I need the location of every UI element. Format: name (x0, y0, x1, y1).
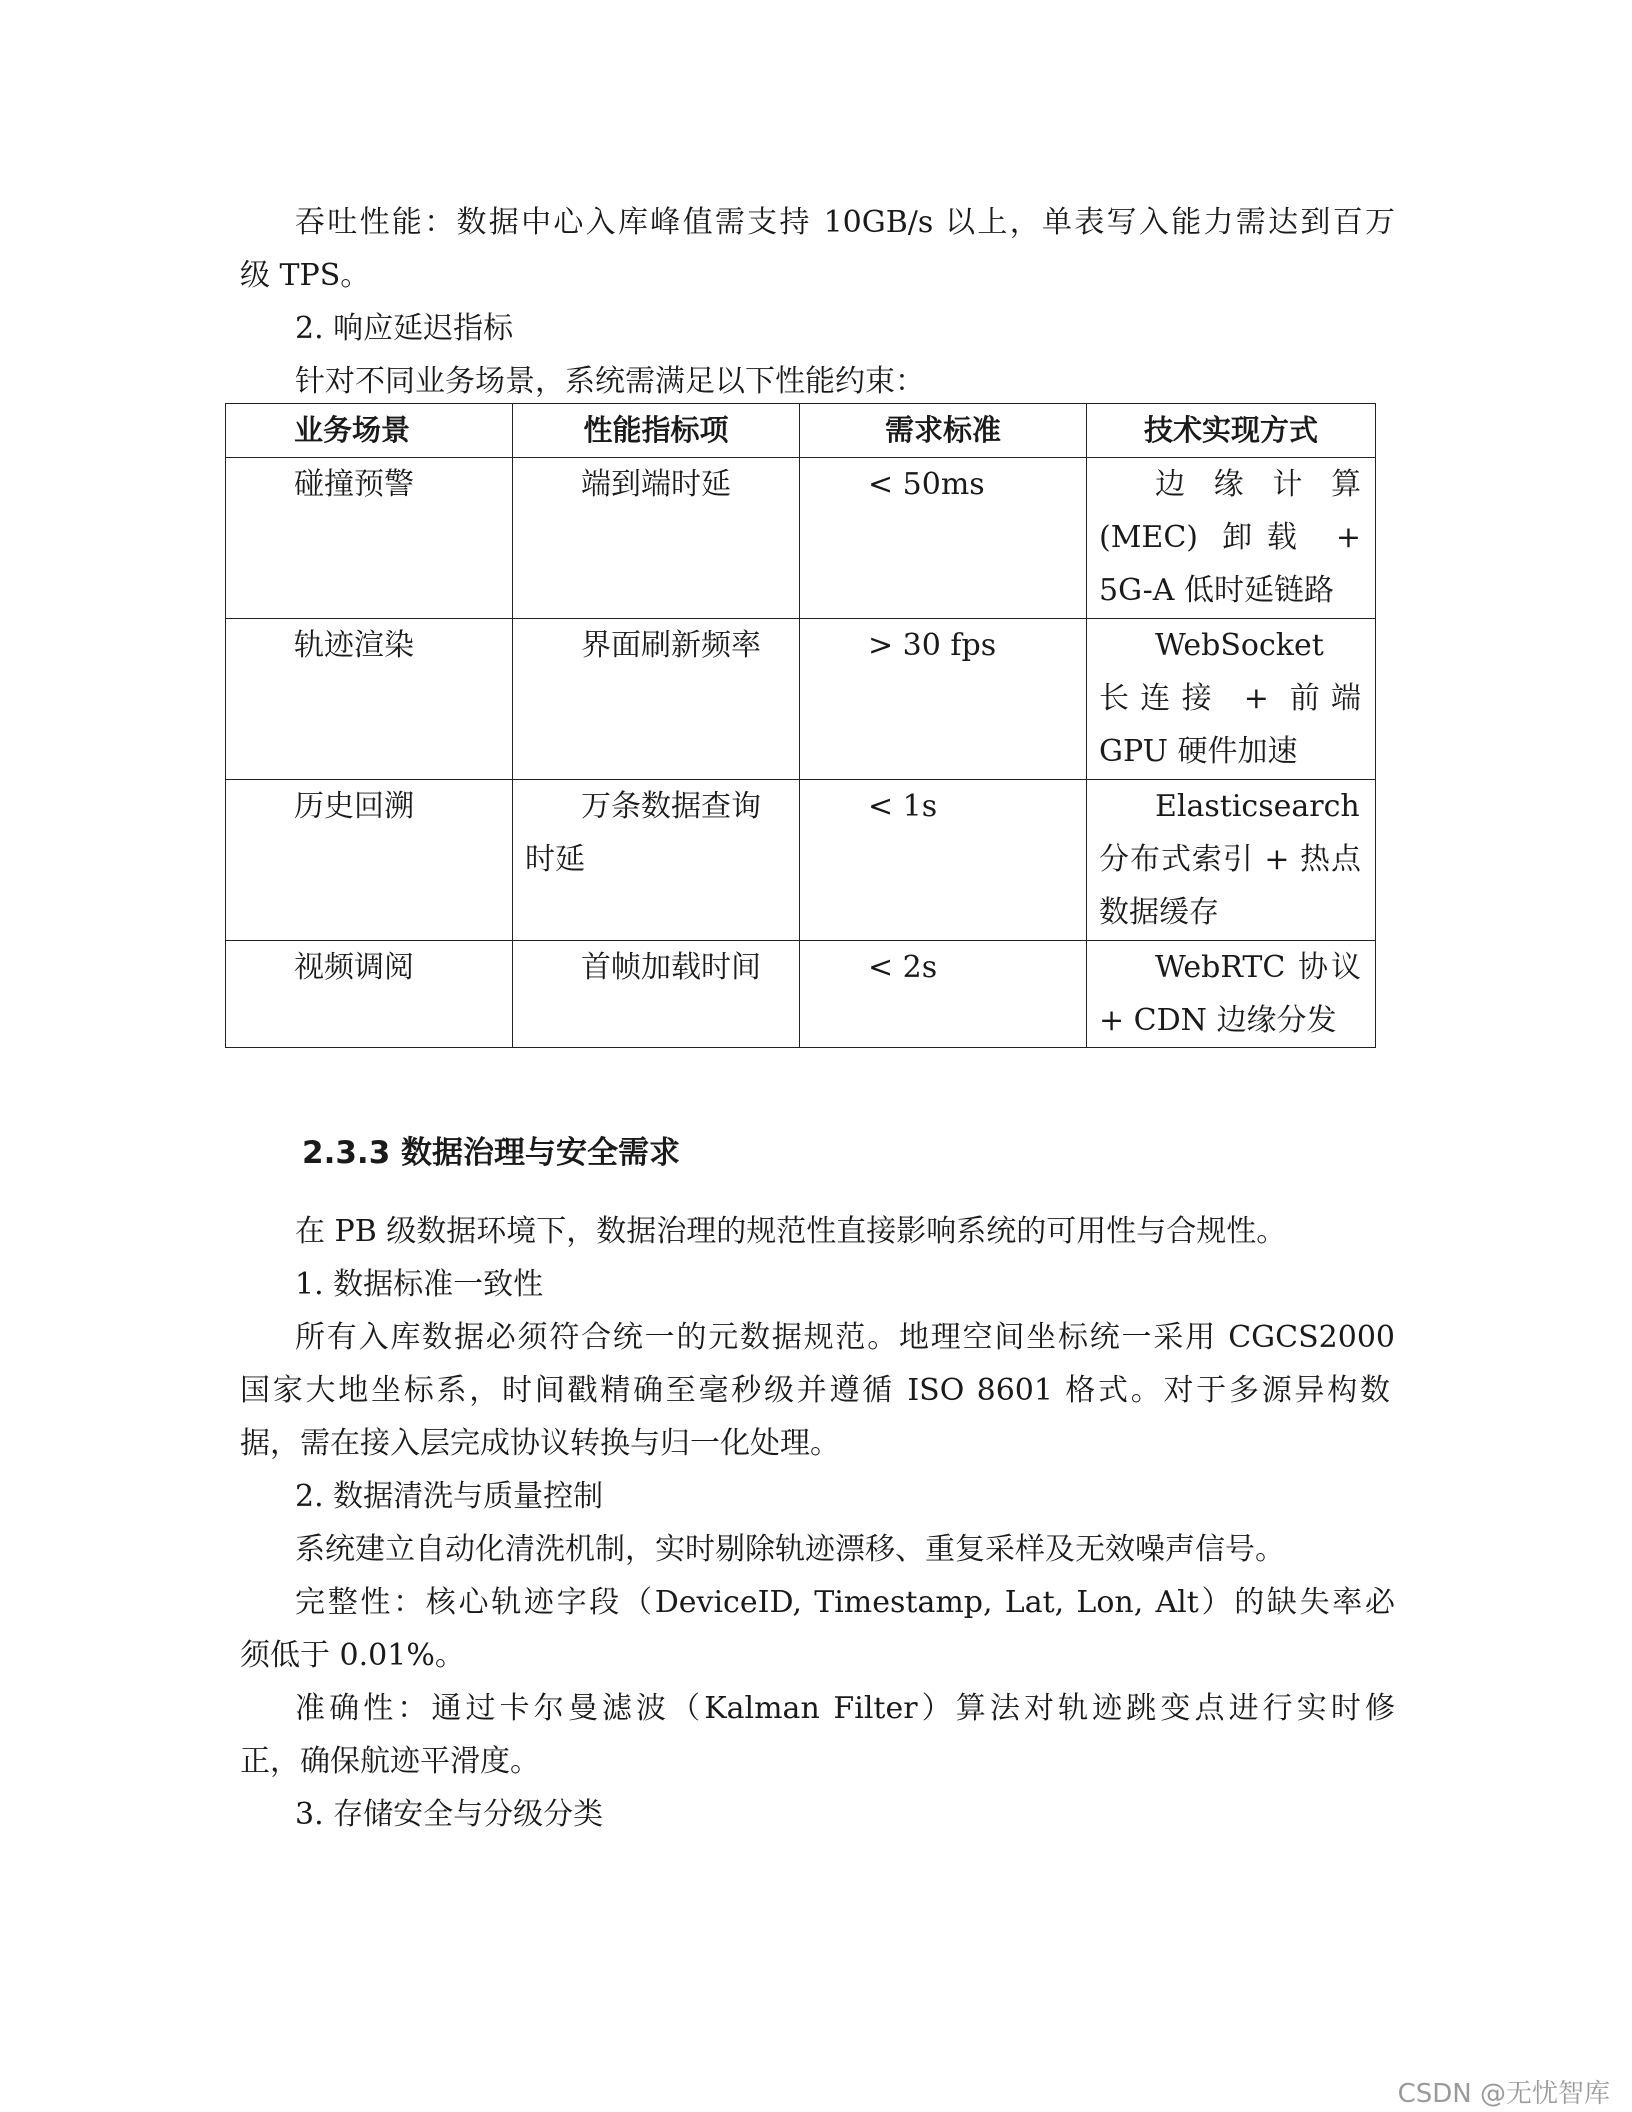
section-intro: 在 PB 级数据环境下，数据治理的规范性直接影响系统的可用性与合规性。 (295, 1214, 1287, 1249)
performance-table (225, 403, 1376, 1048)
table-header-row (226, 404, 1376, 458)
cell-metric: 首帧加载时间 (513, 941, 800, 1048)
cell-tech: 边缘计算 (MEC) 卸载 + 5G-A 低时延链路 (1087, 458, 1376, 619)
cell-tech: WebRTC 协议 + CDN 边缘分发 (1087, 941, 1376, 1048)
cell-scenario: 轨迹渲染 (226, 619, 513, 780)
item-1-title: 1. 数据标准一致性 (295, 1267, 544, 1302)
cell-standard: > 30 fps (800, 619, 1087, 780)
cell-metric: 界面刷新频率 (513, 619, 800, 780)
table-row (226, 780, 1376, 941)
cell-scenario: 历史回溯 (226, 780, 513, 941)
item-1-line-1: 所有入库数据必须符合统一的元数据规范。地理空间坐标统一采用 CGCS2000 (295, 1320, 1395, 1355)
cell-scenario: 视频调阅 (226, 941, 513, 1048)
completeness-line-1: 完整性：核心轨迹字段（DeviceID, Timestamp, Lat, Lon, Alt）的缺失率必 (295, 1585, 1395, 1620)
accuracy-line-1: 准确性：通过卡尔曼滤波（Kalman Filter）算法对轨迹跳变点进行实时修 (295, 1691, 1395, 1726)
cell-tech: Elasticsearch 分布式索引 + 热点数据缓存 (1087, 780, 1376, 941)
table-row (226, 619, 1376, 780)
table-row (226, 458, 1376, 619)
cell-standard: < 1s (800, 780, 1087, 941)
item-2-title: 2. 响应延迟指标 (295, 311, 514, 346)
accuracy-line-2: 正，确保航迹平滑度。 (240, 1744, 540, 1779)
header-scenario: 业务场景 (226, 404, 513, 458)
table-row (226, 941, 1376, 1048)
table-lead-text: 针对不同业务场景，系统需满足以下性能约束： (295, 364, 925, 399)
throughput-line-2: 级 TPS。 (240, 258, 371, 293)
item-1-line-2: 国家大地坐标系，时间戳精确至毫秒级并遵循 ISO 8601 格式。对于多源异构数 (240, 1373, 1390, 1408)
cell-tech: WebSocket 长连接 + 前端 GPU 硬件加速 (1087, 619, 1376, 780)
header-metric: 性能指标项 (513, 404, 800, 458)
item-3-title: 3. 存储安全与分级分类 (295, 1797, 604, 1832)
cell-standard: < 2s (800, 941, 1087, 1048)
section-heading: 2.3.3 数据治理与安全需求 (302, 1135, 681, 1171)
throughput-line-1: 吞吐性能：数据中心入库峰值需支持 10GB/s 以上，单表写入能力需达到百万 (295, 205, 1395, 240)
completeness-line-2: 须低于 0.01%。 (240, 1638, 465, 1673)
item-2-title-b: 2. 数据清洗与质量控制 (295, 1479, 604, 1514)
cell-metric: 端到端时延 (513, 458, 800, 619)
item-2-line-1: 系统建立自动化清洗机制，实时剔除轨迹漂移、重复采样及无效噪声信号。 (295, 1532, 1285, 1567)
csdn-watermark: CSDN @无忧智库 (1397, 2079, 1610, 2109)
header-tech: 技术实现方式 (1087, 404, 1376, 458)
cell-metric: 万条数据查询时延 (513, 780, 800, 941)
header-standard: 需求标准 (800, 404, 1087, 458)
cell-standard: < 50ms (800, 458, 1087, 619)
cell-scenario: 碰撞预警 (226, 458, 513, 619)
item-1-line-3: 据，需在接入层完成协议转换与归一化处理。 (240, 1426, 840, 1461)
